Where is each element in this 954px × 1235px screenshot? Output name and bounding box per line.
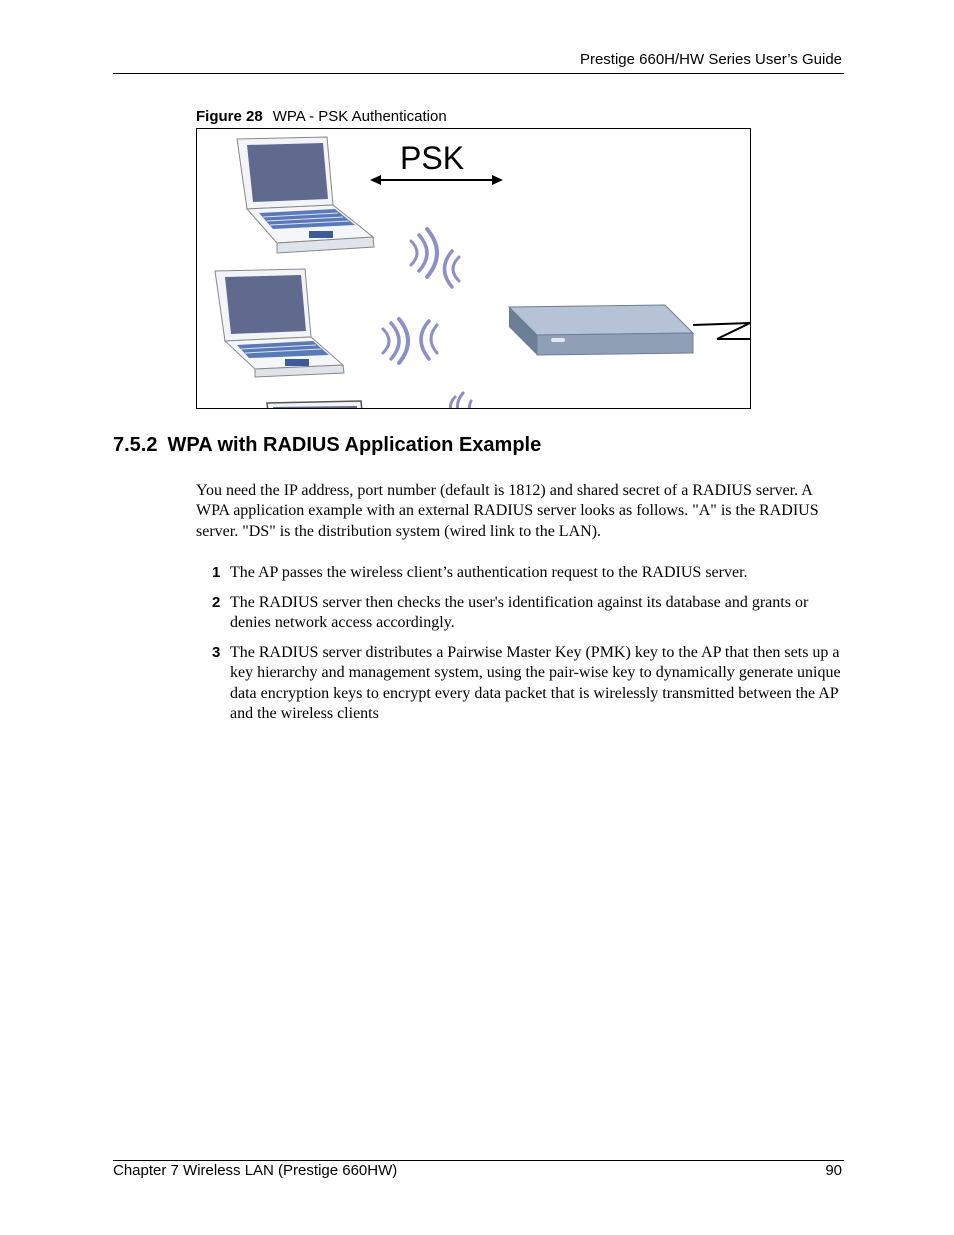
double-arrow-icon <box>370 175 503 185</box>
laptop-icon <box>215 269 344 377</box>
header-rule <box>113 73 844 74</box>
figure-label: Figure 28 <box>196 108 263 125</box>
section-title: WPA with RADIUS Application Example <box>167 434 542 456</box>
figure-psk-diagram <box>196 128 751 409</box>
laptop-icon <box>237 137 374 253</box>
step-text: The RADIUS server then checks the user's identification against its database and grants or denies network access accordingly. <box>230 594 809 632</box>
section-number: 7.5.2 <box>113 434 158 456</box>
access-point-icon <box>509 305 750 355</box>
figure-caption-text: WPA - PSK Authentication <box>272 108 447 125</box>
step-text: The RADIUS server distributes a Pairwise Master Key (PMK) key to the AP that then sets up a key hierarchy and management system, using the pair-wise key to dynamically generate unique data encryption keys to encrypt every data packet that is wirelessly transmitted between the AP and the wireless clients <box>230 644 841 722</box>
figure-caption <box>196 108 447 125</box>
intro-paragraph: You need the IP address, port number (default is 1812) and shared secret of a RADIUS server. A WPA application example with an external RADIUS server looks as follows. "A" is the RADIUS server. "DS" is the distribution system (wired link to the LAN). <box>196 482 819 540</box>
section-heading <box>113 434 541 457</box>
wireless-wave-icon <box>411 229 459 287</box>
step-text: The AP passes the wireless client’s authentication request to the RADIUS server. <box>230 564 748 581</box>
list-item <box>196 643 846 724</box>
running-header: Prestige 660H/HW Series User’s Guide <box>579 51 842 68</box>
list-item <box>196 593 846 634</box>
page-number: 90 <box>825 1162 842 1179</box>
list-item <box>196 563 846 583</box>
psk-label: PSK <box>400 140 465 176</box>
step-number: 2 <box>212 594 221 611</box>
laptop-icon <box>267 401 363 408</box>
step-number: 1 <box>212 564 221 581</box>
footer-chapter: Chapter 7 Wireless LAN (Prestige 660HW) <box>113 1162 398 1179</box>
wireless-wave-icon <box>383 319 437 363</box>
footer-rule <box>113 1160 844 1161</box>
wireless-wave-icon <box>450 393 473 408</box>
step-number: 3 <box>212 644 221 661</box>
